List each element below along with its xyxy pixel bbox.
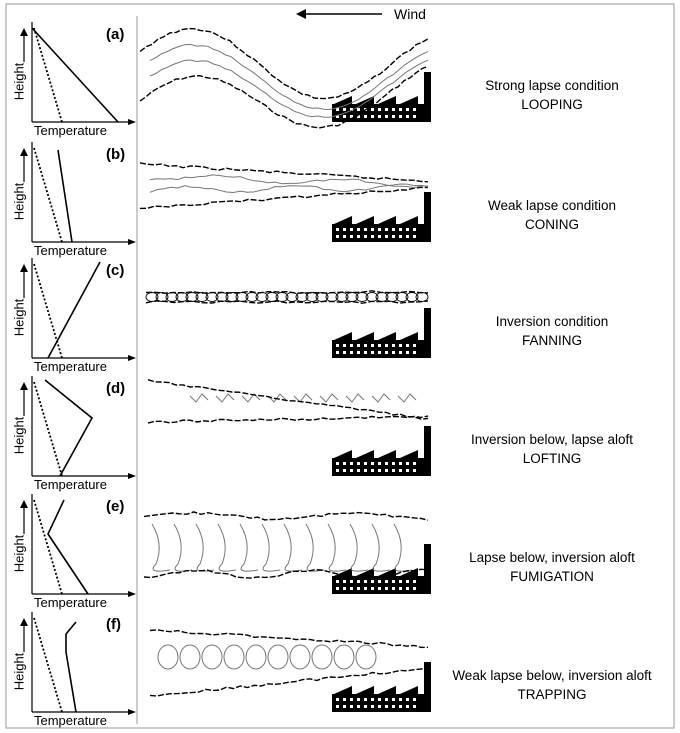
temperature-profile [45,380,92,476]
factory-window [406,580,409,583]
factory-window [343,705,346,708]
factory-window [357,108,360,111]
plume-eddy [356,645,376,669]
panel-tag: (f) [106,616,121,633]
factory-window [392,235,395,238]
factory-window [385,351,388,354]
height-label: Height [11,534,27,573]
adiabatic-lapse-line [34,618,62,712]
temperature-label: Temperature [34,713,107,728]
factory-window [378,705,381,708]
temperature-axis-arrow [128,473,136,479]
plume-lower-edge [140,187,428,208]
factory-roof [356,216,374,224]
temperature-axis-arrow [128,591,136,597]
factory-roof [400,450,418,458]
factory-window [357,469,360,472]
factory-window [399,228,402,231]
temperature-profile [48,262,100,358]
panel-tag: (a) [106,26,125,43]
factory-roof [356,450,374,458]
factory-window [350,462,353,465]
factory-window [364,228,367,231]
height-label: Height [11,62,27,101]
factory-roof [378,332,396,340]
factory-window [392,344,395,347]
factory-window [357,235,360,238]
factory-window [336,587,339,590]
factory-window [406,228,409,231]
plume-eddy [312,645,332,669]
factory-window [378,344,381,347]
factory-window [350,705,353,708]
factory-window [364,115,367,118]
factory-window [343,587,346,590]
factory-window [350,580,353,583]
factory-window [385,580,388,583]
wind-arrow-head [296,9,306,19]
plume-eddy [262,524,280,571]
factory-window [350,228,353,231]
factory-window [392,698,395,701]
plume-eddy [196,524,214,571]
factory-window [392,351,395,354]
factory-building [332,694,424,712]
factory-window [392,108,395,111]
temperature-profile [58,150,72,242]
plume-eddy [180,645,200,669]
plume-eddy [320,394,338,402]
plume-eddy [290,645,310,669]
factory-window [385,705,388,708]
plume-type-label: CONING [525,217,579,232]
factory-window [336,469,339,472]
factory-roof [356,568,374,576]
plume-upper-edge [146,291,428,293]
factory-window [343,344,346,347]
factory-window [357,344,360,347]
factory-window [385,698,388,701]
plume-eddy [190,394,208,402]
factory-window [371,587,374,590]
factory-window [371,698,374,701]
height-label: Height [11,652,27,691]
factory-window [336,108,339,111]
factory-window [350,587,353,590]
panel-tag: (d) [106,380,126,397]
temperature-profile [66,622,76,712]
factory-window [364,235,367,238]
plume-eddy [268,645,288,669]
plume-eddy [394,524,412,571]
plume-eddy [216,394,234,402]
factory-window [406,587,409,590]
factory-window [413,580,416,583]
plume-type-label: FANNING [521,333,582,348]
factory-window [343,580,346,583]
plume-eddy [174,524,192,571]
height-arrow-head [20,618,28,626]
factory-window [413,698,416,701]
factory-window [350,344,353,347]
plume-type-label: LOOPING [521,97,583,112]
factory-roof [356,686,374,694]
factory-window [357,351,360,354]
factory-window [343,235,346,238]
factory-window [406,235,409,238]
plume-lower-edge [146,301,428,303]
factory-window [399,698,402,701]
plume-eddy [224,645,244,669]
factory-window [371,228,374,231]
plume-eddy [246,645,266,669]
factory-window [364,587,367,590]
height-label: Height [11,182,27,221]
plume-eddy [202,645,222,669]
factory-window [350,698,353,701]
factory-window [392,705,395,708]
factory-window [371,469,374,472]
factory-window [371,351,374,354]
factory-window [392,587,395,590]
factory-window [343,462,346,465]
factory-window [357,462,360,465]
adiabatic-lapse-line [34,382,62,476]
factory-window [385,344,388,347]
factory-window [364,469,367,472]
temperature-profile [48,500,88,594]
factory-window [413,115,416,118]
factory-window [378,115,381,118]
factory-window [364,580,367,583]
factory-window [343,228,346,231]
factory-window [350,469,353,472]
factory-roof [400,96,418,104]
factory-window [357,228,360,231]
factory-window [378,462,381,465]
factory-window [336,235,339,238]
plume-eddy [218,524,236,571]
plume-eddy [294,394,312,402]
height-arrow-head [20,148,28,156]
temperature-label: Temperature [34,595,107,610]
plume-eddy [346,394,364,402]
factory-roof [356,332,374,340]
plume-eddy [350,524,368,571]
factory-roof [378,216,396,224]
plume-eddy [284,524,302,571]
condition-label: Strong lapse condition [485,78,619,93]
height-arrow-head [20,28,28,36]
factory-building [332,340,424,358]
temperature-label: Temperature [34,359,107,374]
factory-window [336,705,339,708]
condition-label: Weak lapse condition [487,198,617,213]
factory-window [364,462,367,465]
factory-building [332,576,424,594]
factory-window [406,698,409,701]
factory-roof [334,450,352,458]
factory-window [406,344,409,347]
factory-window [413,228,416,231]
temperature-label: Temperature [34,123,107,138]
factory-building [332,224,424,242]
factory-window [413,705,416,708]
factory-window [378,235,381,238]
factory-window [378,580,381,583]
factory-window [406,705,409,708]
factory-window [385,462,388,465]
factory-window [399,344,402,347]
temperature-axis-arrow [128,239,136,245]
plume-upper-edge [148,380,428,419]
panel-tag: (c) [106,262,125,279]
plume-eddy [334,645,354,669]
factory-roof [334,332,352,340]
factory-window [350,235,353,238]
plume-eddy [242,394,260,402]
factory-window [336,228,339,231]
factory-window [399,108,402,111]
factory-window [364,698,367,701]
plume-type-label: LOFTING [522,451,582,466]
plume-type-label: FUMIGATION [510,569,594,584]
factory-window [406,351,409,354]
factory-window [406,462,409,465]
panel-tag: (b) [106,146,126,163]
factory-window [371,462,374,465]
factory-roof [334,686,352,694]
factory-window [413,235,416,238]
factory-window [371,344,374,347]
plume-lower-edge [148,416,428,423]
plume-eddy [152,524,170,571]
factory-window [406,469,409,472]
factory-window [385,228,388,231]
factory-window [399,587,402,590]
factory-window [413,344,416,347]
factory-window [343,698,346,701]
factory-window [413,108,416,111]
factory-roof [378,686,396,694]
plume-upper-edge [140,163,428,182]
factory-roof [334,216,352,224]
factory-window [392,462,395,465]
factory-window [371,108,374,111]
factory-window [343,351,346,354]
plume-eddy [158,645,178,669]
height-arrow-head [20,264,28,272]
factory-window [392,228,395,231]
factory-window [343,108,346,111]
factory-window [392,469,395,472]
temperature-axis-arrow [128,355,136,361]
plume-type-label: TRAPPING [517,687,587,702]
factory-window [413,469,416,472]
factory-window [336,351,339,354]
temperature-label: Temperature [34,477,107,492]
factory-window [413,351,416,354]
factory-window [399,705,402,708]
height-label: Height [11,416,27,455]
factory-window [385,115,388,118]
factory-window [399,235,402,238]
factory-window [406,108,409,111]
plume-eddy [372,394,390,402]
factory-window [392,115,395,118]
factory-window [413,587,416,590]
temperature-label: Temperature [34,243,107,258]
factory-window [364,705,367,708]
condition-label: Inversion condition [495,314,609,329]
factory-window [378,469,381,472]
factory-window [399,115,402,118]
plume-upper-edge [144,512,428,520]
condition-label: Lapse below, inversion aloft [469,550,635,565]
factory-roof [400,686,418,694]
factory-window [378,228,381,231]
factory-window [385,235,388,238]
condition-label: Inversion below, lapse aloft [470,432,634,447]
factory-window [399,462,402,465]
factory-window [336,698,339,701]
factory-window [399,469,402,472]
factory-window [336,344,339,347]
height-arrow-head [20,500,28,508]
factory-window [357,580,360,583]
adiabatic-lapse-line [34,264,62,358]
factory-window [399,351,402,354]
factory-window [392,580,395,583]
factory-window [364,344,367,347]
plume-eddy [372,524,390,571]
factory-roof [400,216,418,224]
temperature-axis-arrow [128,709,136,715]
temperature-axis-arrow [128,119,136,125]
factory-window [371,580,374,583]
adiabatic-lapse-line [34,28,62,122]
factory-window [371,115,374,118]
factory-window [371,705,374,708]
factory-window [350,351,353,354]
factory-window [406,115,409,118]
plume-eddy [398,394,416,402]
factory-window [371,235,374,238]
factory-window [385,469,388,472]
factory-window [343,115,346,118]
factory-window [378,698,381,701]
factory-window [336,580,339,583]
height-arrow-head [20,382,28,390]
factory-window [399,580,402,583]
factory-window [364,351,367,354]
adiabatic-lapse-line [34,148,62,242]
factory-window [336,462,339,465]
factory-window [413,462,416,465]
factory-window [357,705,360,708]
factory-window [378,351,381,354]
factory-window [357,698,360,701]
wind-label: Wind [394,6,426,22]
factory-roof [400,332,418,340]
plume-eddy [240,524,258,571]
height-label: Height [11,298,27,337]
factory-building [332,458,424,476]
plume-eddy [306,524,324,571]
factory-window [343,469,346,472]
factory-roof [378,96,396,104]
condition-label: Weak lapse below, inversion aloft [452,668,652,683]
factory-roof [400,568,418,576]
factory-window [378,108,381,111]
factory-roof [378,450,396,458]
factory-window [357,587,360,590]
factory-window [378,587,381,590]
factory-window [385,587,388,590]
factory-window [385,108,388,111]
plume-eddy [328,524,346,571]
panel-tag: (e) [106,498,125,515]
